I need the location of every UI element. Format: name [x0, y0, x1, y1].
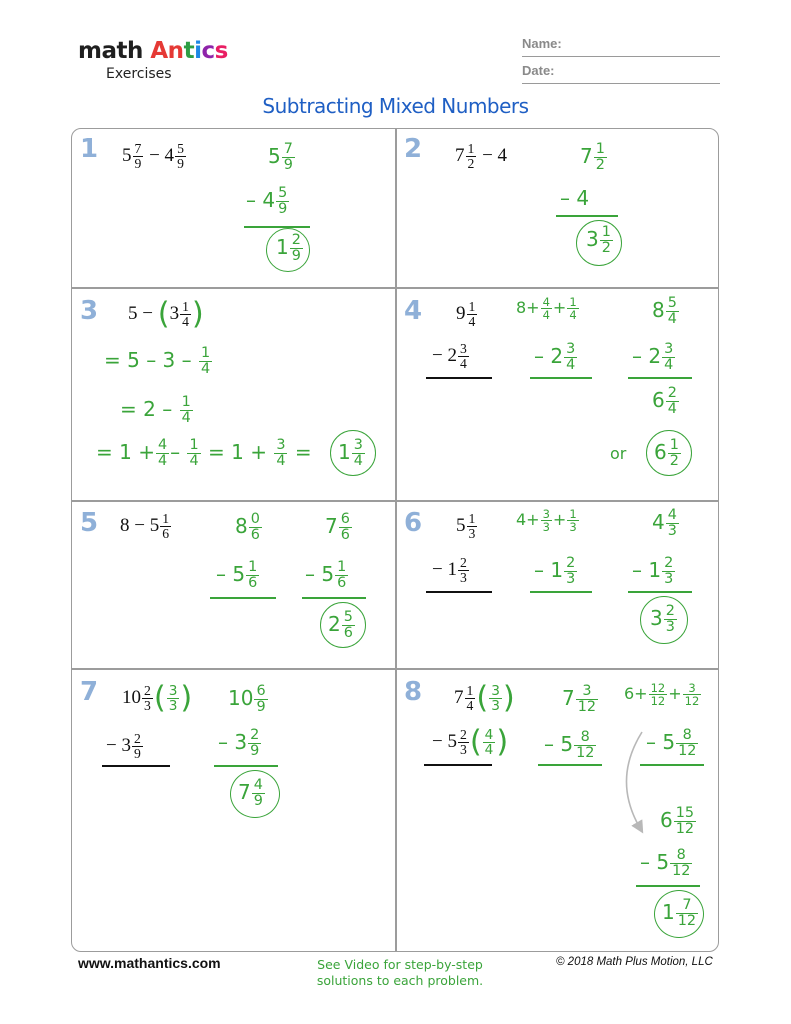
grid-divider-row-2: [71, 500, 719, 502]
grid-divider-vertical: [395, 128, 397, 952]
problem-number-6: 6: [404, 508, 423, 538]
problem-2-rule: [556, 215, 618, 217]
math-antics-logo: [78, 40, 228, 82]
problem-6-converted: 4 $\frac{4}{3}$: [652, 507, 677, 540]
problem-3-step-3: = 1 + $\frac{4}{4}$ – $\frac{1}{4}$ = 1 + $\frac{3}{4}$ =: [96, 437, 312, 470]
problem-6-subtrahend-green: – 1 $\frac{2}{3}$: [534, 555, 576, 588]
problem-1-subtrahend: – 4 $\frac{5}{9}$: [246, 185, 288, 218]
problem-3-answer: 1 $\frac{3}{4}$: [338, 437, 363, 470]
problem-5-rule: [210, 597, 276, 599]
problem-6-rule: [426, 591, 492, 593]
problem-4-converted: 8 $\frac{5}{4}$: [652, 295, 677, 328]
grid-divider-row-3: [71, 668, 719, 670]
problem-1-rule: [244, 226, 310, 228]
problem-number-2: 2: [404, 134, 423, 164]
problem-8-regroup: 6+ $\frac{12}{12}$ + $\frac{3}{12}$: [624, 681, 700, 709]
name-field[interactable]: [522, 36, 720, 57]
problem-5-expression: 8 − 5 $\frac{1}{6}$: [120, 511, 170, 542]
date-label: Date:: [522, 63, 555, 78]
problem-6-rule-2: [628, 591, 692, 593]
problem-number-5: 5: [80, 508, 99, 538]
problem-5-regroup: 8 $\frac{0}{6}$: [235, 511, 260, 544]
date-field[interactable]: [522, 63, 720, 84]
problem-6-answer: 3 $\frac{2}{3}$: [650, 603, 675, 636]
logo-math: math: [78, 38, 143, 64]
problem-number-4: 4: [404, 296, 423, 326]
problem-2-answer: 3 $\frac{1}{2}$: [586, 224, 611, 257]
problem-5-converted: 7 $\frac{6}{6}$: [325, 511, 350, 544]
problem-7-subtrahend-2: – 3 $\frac{2}{9}$: [218, 727, 260, 760]
problem-5-answer: 2 $\frac{5}{6}$: [328, 609, 353, 642]
footer-copyright: © 2018 Math Plus Motion, LLC: [556, 956, 713, 968]
problem-number-8: 8: [404, 677, 423, 707]
problem-4-result: 6 $\frac{2}{4}$: [652, 385, 677, 418]
problem-4-or: or: [610, 444, 627, 463]
logo-an: An: [150, 38, 184, 64]
footer-video-note: See Video for step-by-step solutions to each problem.: [316, 957, 484, 988]
problem-4-minuend: 9 $\frac{1}{4}$: [456, 299, 476, 330]
problem-4-subtrahend-green: – 2 $\frac{3}{4}$: [534, 341, 576, 374]
problem-number-7: 7: [80, 677, 99, 707]
problem-4-subtrahend: − 2 $\frac{3}{4}$: [432, 341, 467, 372]
problem-1-answer: 1 $\frac{2}{9}$: [276, 232, 301, 265]
problem-7-subtrahend: − 3 $\frac{2}{9}$: [106, 731, 141, 762]
problem-number-3: 3: [80, 296, 99, 326]
problem-2-expression: 7 $\frac{1}{2}$ − 4: [455, 141, 508, 172]
problem-7-rule: [102, 765, 170, 767]
problem-2-minuend: 7 $\frac{1}{2}$: [580, 141, 605, 174]
problem-7-converted: 10 $\frac{6}{9}$: [228, 683, 266, 716]
logo-i: i: [194, 38, 202, 64]
logo-s: s: [214, 38, 228, 64]
problem-6-minuend: 5 $\frac{1}{3}$: [456, 511, 476, 542]
problem-6-rule-green: [530, 591, 592, 593]
problem-6-subtrahend-2: – 1 $\frac{2}{3}$: [632, 555, 674, 588]
logo-c: c: [201, 38, 215, 64]
problem-5-subtrahend: – 5 $\frac{1}{6}$: [216, 559, 258, 592]
page-title: Subtracting Mixed Numbers: [262, 94, 529, 118]
problem-4-rule-green: [530, 377, 592, 379]
problem-8-subtrahend-green: – 5 $\frac{8}{12}$: [544, 729, 595, 762]
logo-subtitle: Exercises: [106, 66, 172, 82]
problem-3-step-1: = 5 – 3 – $\frac{1}{4}$: [104, 345, 211, 378]
problem-8-rule-3: [636, 885, 700, 887]
logo-wordmark: [78, 40, 228, 63]
problem-4-subtrahend-2: – 2 $\frac{3}{4}$: [632, 341, 674, 374]
logo-t: t: [183, 38, 195, 64]
problem-1-expression: 5 $\frac{7}{9}$ − 4 $\frac{5}{9}$: [122, 141, 184, 172]
problem-3-expression: 5 − (3 $\frac{1}{4}$ ): [128, 296, 204, 332]
problem-7-minuend: 10 $\frac{2}{3}$ ( $\frac{3}{3}$ ): [122, 680, 193, 716]
problem-8-rule-green: [538, 764, 602, 766]
problem-4-answer: 6 $\frac{1}{2}$: [654, 437, 679, 470]
grid-divider-row-1: [71, 287, 719, 289]
problem-4-regroup: 8+ $\frac{4}{4}$ + $\frac{1}{4}$: [516, 295, 577, 323]
problem-8-converted-2: 6 $\frac{15}{12}$: [660, 805, 695, 838]
problem-5-subtrahend-2: – 5 $\frac{1}{6}$: [305, 559, 347, 592]
problem-4-rule: [426, 377, 492, 379]
problem-number-1: 1: [80, 134, 99, 164]
problem-2-subtrahend: – 4: [560, 186, 590, 210]
problem-8-rule: [424, 764, 492, 766]
problem-4-rule-2: [628, 377, 692, 379]
problem-8-subtrahend: − 5 $\frac{2}{3}$ ( $\frac{4}{4}$ ): [432, 724, 509, 760]
problem-8-subtrahend-2: – 5 $\frac{8}{12}$: [646, 727, 697, 760]
problem-3-step-2: = 2 – $\frac{1}{4}$: [120, 394, 191, 427]
problem-7-rule-2: [214, 765, 278, 767]
problem-7-answer: 7 $\frac{4}{9}$: [238, 777, 263, 810]
problem-8-rule-2: [640, 764, 704, 766]
problem-8-minuend: 7 $\frac{1}{4}$ ( $\frac{3}{3}$ ): [454, 680, 515, 716]
problem-1-minuend: 5 $\frac{7}{9}$: [268, 141, 293, 174]
problem-5-rule-2: [302, 597, 366, 599]
problem-8-answer: 1 $\frac{7}{12}$: [662, 897, 697, 930]
problem-8-subtrahend-3: – 5 $\frac{8}{12}$: [640, 847, 691, 880]
problem-6-regroup: 4+ $\frac{3}{3}$ + $\frac{1}{3}$: [516, 507, 577, 535]
problem-6-subtrahend: − 1 $\frac{2}{3}$: [432, 555, 467, 586]
name-label: Name:: [522, 36, 562, 51]
footer-website[interactable]: www.mathantics.com: [78, 955, 221, 971]
problem-8-converted: 7 $\frac{3}{12}$: [562, 683, 597, 716]
